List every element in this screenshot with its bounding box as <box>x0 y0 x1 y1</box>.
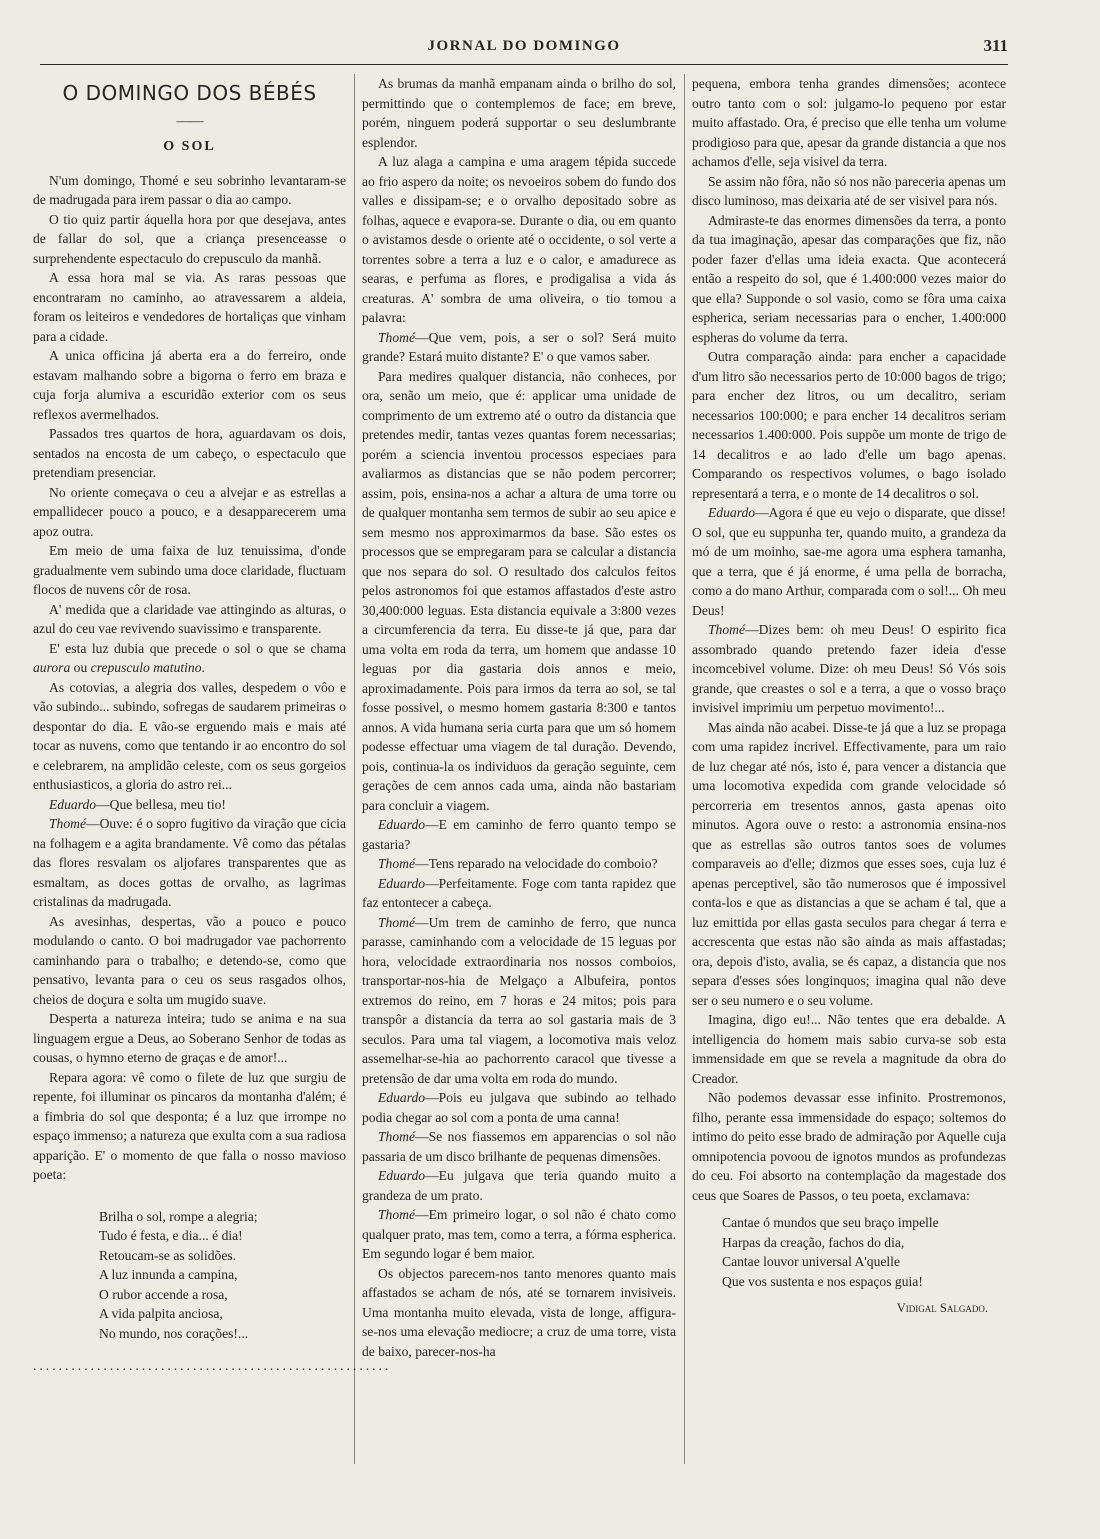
paragraph: Imagina, digo eu!... Não tentes que era debalde. A intelligencia do homem mais sabio curva-se sob esta immensidade em que se revela a magnitude da obra do Creador. <box>692 1012 1006 1086</box>
dialog-line <box>692 503 1006 620</box>
column-1 <box>33 74 392 1375</box>
poem-line: Harpas da creação, fachos do dia, <box>722 1234 905 1250</box>
paragraph: Desperta a natureza inteira; tudo se anima e na sua linguagem ergue a Deus, ao Soberano Senhor de todas as cousas, o hymno eterno de graças e de amor!... <box>33 1011 346 1065</box>
dialog-line <box>362 328 676 367</box>
paragraph: As avesinhas, despertas, vão a pouco e pouco modulando o canto. O boi madrugador vae pachorrento caminhando para o trabalho; e detendo-se, como que pensativo, levanta para o ceu os seus rasgados olhos, cheios de doçura e solta um mugido suave. <box>33 913 346 1007</box>
speaker: Eduardo <box>378 875 426 891</box>
paragraph: Em meio de uma faixa de luz tenuissima, d'onde gradualmente vem subindo uma doce claridade, fluctuam flocos de nuvens côr de rosa. <box>33 543 346 597</box>
paragraph: O tio quiz partir áquella hora por que desejava, antes de fallar do sol, que a criança presenceasse o surprehendente espectaculo do crepusculo da manhã. <box>33 211 346 266</box>
poem-line: Brilha o sol, rompe a alegria; <box>99 1208 258 1224</box>
speaker: Eduardo <box>378 1168 426 1183</box>
dialog-line <box>362 1127 676 1166</box>
column-2 <box>362 74 676 1361</box>
speech: —Que vem, pois, a ser o sol? Será muito grande? Estará muito distante? E' o que vamos saber. <box>362 329 676 364</box>
speaker: Thomé <box>378 914 416 930</box>
speaker: Thomé <box>708 622 746 637</box>
paragraph: As brumas da manhã empanam ainda o brilho do sol, permittindo que o contemplemos de face; em breve, porém, ninguem poderá supportar o seu deslumbrante esplendor. <box>362 76 676 150</box>
title-separator: —— <box>176 113 203 129</box>
paragraph: A unica officina já aberta era a do ferreiro, onde estavam malhando sobre a bigorna o ferro em braza e cuja forja alumiva a escuridão exterior com os seus reflexos avermelhados. <box>33 348 346 422</box>
term-crepusculo: crepusculo matutino <box>90 660 202 675</box>
poem <box>99 1207 346 1344</box>
poem-line: O rubor accende a rosa, <box>99 1286 228 1302</box>
paragraph: Admiraste-te das enormes dimensões da terra, a ponto da tua imaginação, apesar das comparações que fiz, não poder fazer d'ellas uma ideia exacta. Que acontecerá então a respeito do sol, que é 1.400:000 vezes maior do que ella? Supponde o sol vasio, como se fôra uma caixa espherica, seriam necessarias para o encher, 1.400:000 espheras do volume da terra. <box>692 212 1006 345</box>
speech: —Ouve: é o sopro fugitivo da viração que cicia na folhagem e a agita brandamente. Vê como das pétalas das flores resvalam os aljofares transparentes que as esmaltam, as doces gottas de orvalho, as lagrimas cristalinas da madrugada. <box>33 816 346 909</box>
paragraph: A luz alaga a campina e uma aragem tépida succede ao frio aspero da noite; os nevoeiros sobem do fundo dos valles e dissipam-se; e o orvalho depositado sobre as folhas, aquece e evapora-se. Durante o dia, ou em quanto o avistamos desde o oriente até o occidente, o sol verte a torrentes sobre a terra a luz e o calor, e amadurece as searas, e perfuma as flores, e prodigalisa a vida ás creaturas. A' sombra de uma oliveira, o tio tomou a palavra: <box>362 154 676 325</box>
poem-line: A luz innunda a campina, <box>99 1267 238 1283</box>
speaker: Eduardo <box>708 505 756 520</box>
speaker: Thomé <box>378 1129 416 1144</box>
poem-line: Cantae louvor universal A'quelle <box>722 1254 900 1270</box>
paragraph: Repara agora: vê como o filete de luz que surgiu de repente, foi illuminar os pincaros da montanha d'além; é a fimbria do sol que desponta; é a luz que irrompe no espaço immenso; a natureza que exulta com a sua radiosa apparição. E' o momento de que falla o nosso mavioso poeta: <box>33 1069 346 1182</box>
dialog-line <box>362 815 676 854</box>
paragraph: As cotovias, a alegria dos valles, despedem o vôo e vão subindo... subindo, sofregas de saudarem primeiras o despontar do dia. E vão-se erguendo mais e mais até tocar as nuvens, como que tentando ir ao encontro do sol e celebrarem, na amplidão celeste, com os seus gorgeios enthusiasticos, a gloria do astro rei... <box>33 679 346 792</box>
speaker: Thomé <box>378 856 416 871</box>
speaker: Thomé <box>378 329 416 345</box>
term-aurora: aurora <box>33 660 71 675</box>
page-number: 311 <box>983 36 1008 55</box>
poem-line: A vida palpita anciosa, <box>99 1306 223 1322</box>
column-3 <box>692 74 1006 1319</box>
dialog-line <box>33 795 346 815</box>
paragraph: Os objectos parecem-nos tanto menores quanto mais affastados se acham de nós, até se tornarem invisiveis. Uma montanha muito elevada, vista de longe, affigura-se-nos uma elevação mediocre; a cruz de uma torre, vista de baixo, parecer-nos-ha <box>362 1265 676 1359</box>
speech: —Dizes bem: oh meu Deus! O espirito fica assombrado quando pretendo fazer ideia d'esse incomcebivel volume. Dize: oh meu Deus! Só Vós sois grande, que creastes o sol e a terra, a que o vosso braço invisivel imprimiu um perpetuo movimento!... <box>692 622 1006 715</box>
dotted-leader: ........................................................ <box>33 1357 392 1373</box>
header-rule <box>40 64 1008 65</box>
speech: —E em caminho de ferro quanto tempo se gastaria? <box>362 817 676 852</box>
speech: —Um trem de caminho de ferro, que nunca parasse, caminhando com a velocidade de 15 leguas por hora, velocidade extraordinaria nos nossos comboios, transportar-nos-hia de Melgaço a Albufeira, pontos extremos do reino, em 7 horas e 24 mitos; pois para transpôr a distancia da terra ao sol gastaria mais de 3 seculos. Para uma tal viagem, a locomotiva mais veloz assemelhar-se-hia ao pachorrento caracol que tivesse a pretensão de dar uma volta em roda do mundo. <box>362 914 676 1086</box>
paragraph <box>33 639 346 678</box>
poem-line: Tudo é festa, e dia... é dia! <box>99 1228 243 1244</box>
author-signature: Vidigal Salgado. <box>896 1301 988 1316</box>
speaker: Eduardo <box>378 817 426 832</box>
section-title: O DOMINGO DOS BÉBÉS <box>62 81 317 105</box>
paragraph: Se assim não fôra, não só nos não pareceria apenas um disco luminoso, mas deixaria até de ser visivel para nós. <box>692 173 1006 208</box>
poem-line: Que vos sustenta e nos espaços guia! <box>722 1273 923 1289</box>
column-divider <box>354 74 355 1464</box>
speech: —Eu julgava que teria quando muito a grandeza de um prato. <box>362 1168 676 1203</box>
speech: —Que bellesa, meu tio! <box>96 796 226 812</box>
column-divider <box>684 74 685 1464</box>
paragraph: Passados tres quartos de hora, aguardavam os dois, sentados na encosta de um cabeço, o espectaculo que pretendiam presenciar. <box>33 426 346 480</box>
dialog-line <box>362 854 676 874</box>
dialog-line <box>362 1166 676 1205</box>
poem-line: No mundo, nos corações!... <box>99 1326 249 1342</box>
speech: —Se nos fiassemos em apparencias o sol não passaria de um disco brilhante de pequenas dimensões. <box>362 1129 676 1164</box>
dialog-line <box>362 1088 676 1127</box>
speaker: Eduardo <box>378 1090 426 1105</box>
journal-title: JORNAL DO DOMINGO <box>427 38 621 54</box>
speaker: Eduardo <box>49 796 97 812</box>
paragraph: No oriente começava o ceu a alvejar e as estrellas a empallidecer pouco a pouco, e a desapparecerem uma apoz outra. <box>33 484 346 539</box>
poem-line: Retoucam-se as solidões. <box>99 1247 237 1263</box>
dialog-line <box>362 874 676 913</box>
speech: —Agora é que eu vejo o disparate, que disse! O sol, que eu suppunha ter, quando muito, a grandeza da mó de um moinho, sae-me agora uma esphera tamanha, que a terra, que é já enorme, é uma pella de borracha, como a do mano Arthur, comparada com o sol!... Oh meu Deus! <box>692 505 1006 618</box>
text-run: E' esta luz dubia que precede o sol o que se chama <box>49 640 346 656</box>
poem-line: Cantae ó mundos que seu braço impelle <box>722 1215 939 1230</box>
poem <box>722 1213 1006 1291</box>
dialog-line <box>362 1205 676 1264</box>
paragraph: Outra comparação ainda: para encher a capacidade d'um litro são necessarios perto de 10:000 bagos de trigo; para encher dez litros, ou um decalitro, seriam necessarios 100:000; e para encher 14 decalitros seriam necessarios 1.400:000. Pois suppõe um monte de trigo de 14 decalitros e ao lado d'elle um bago apenas. Comparando os respectivos volumes, o bago isolado representará a terra, e o monte de 14 decalitros o sol. <box>692 349 1006 501</box>
text-run: ou <box>70 660 91 675</box>
paragraph: A essa hora mal se via. As raras pessoas que encontraram no caminho, ao atravessarem a aldeia, foram os leiteiros e vendedores de hortaliças que vinham para a cidade. <box>33 270 346 344</box>
article-subtitle: O SOL <box>163 139 216 154</box>
dialog-line <box>692 620 1006 718</box>
paragraph: Não podemos devassar esse infinito. Prostremonos, filho, perante essa immensidade do espaço; soltemos do intimo do peito esse brado de admiração por Aquelle cuja omnipotencia povoou de ignotos mundos as profundezas do ceu. Foi absorto na contemplação da magestade dos ceus que Soares de Passos, o teu poeta, exclamava: <box>692 1090 1006 1203</box>
dialog-line <box>33 814 346 912</box>
speaker: Thomé <box>378 1207 416 1222</box>
speech: —Pois eu julgava que subindo ao telhado podia chegar ao sol com a ponta de uma canna! <box>362 1090 676 1125</box>
speech: —Em primeiro logar, o sol não é chato como qualquer prato, mas tem, como a terra, a fórma espherica. Em segundo logar é bem maior. <box>362 1207 676 1261</box>
speech: —Tens reparado na velocidade do comboio? <box>415 856 658 871</box>
paragraph: N'um domingo, Thomé e seu sobrinho levantaram-se de madrugada para irem passar o dia ao campo. <box>33 172 346 207</box>
speech: —Perfeitamente. Foge com tanta rapidez que faz entontecer a cabeça. <box>362 875 676 910</box>
paragraph: A' medida que a claridade vae attingindo as alturas, o azul do ceu vae revivendo suavissimo e transparente. <box>33 601 346 636</box>
paragraph: Para medires qualquer distancia, não conheces, por ora, senão um meio, que é: applicar uma unidade de comprimento de um extremo até o outro da distancia que pretendes medir, tantas vezes quantas forem necessarias; porém a sciencia inventou processos especiaes para avaliarmos as distancias que se não podem percorrer; assim, pois, ensina-nos a achar a altura de uma torre ou de qualquer montanha sem termos de subir ao seu apice e sem mesmo nos approximarmos da base. São estes os processos que se empregaram para se calcular a distancia que nos separa do sol. O resultado dos calculos feitos pelos astronomos foi que estamos affastados d'este astro 30,400:000 leguas. Esta distancia equivale a 3:800 vezes a circumferencia da terra. Eu disse-te já que, para dar uma volta em roda da terra, um homem que andasse 10 leguas por dia gastaria dois annos e meio, aproximadamente. Pois para irmos da terra ao sol, se tal fosse possivel, o mesmo homem gastaria 8:300 e tantos annos. A vida humana seria curta para que um só homem podesse effectuar uma viagem de tal duração. Devendo, pois, continua-la os individuos da geração seguinte, cem gerações de cem annos cada uma, ainda não bastariam para concluir a viagem. <box>362 368 676 813</box>
paragraph: Mas ainda não acabei. Disse-te já que a luz se propaga com uma rapidez incrivel. Effectivamente, para um raio de luz chegar até nós, isto é, para vencer a distancia que uma locomotiva expedida com grande velocidade só percorreria em tresentos annos, gasta apenas oito minutos. Agora ouve o resto: a astronomia ensina-nos que as estrellas são outros tantos soes de volumes comparaveis ao d'elle; dizmos que esses soes, cuja luz é apenas perceptivel, são tão numerosos que é impossivel conta-los e que as distancias a que se acham é tal, que a luz emittida por ellas gasta seculos para chegar á terra e accrescenta que estas não são ainda as mais affastadas; ora, depois d'isto, avalia, se és capaz, a distancia que nos separa d'esses sóes longinquos; imagina qual não deve ser o seu numero e o seu volume. <box>692 719 1006 1008</box>
speaker: Thomé <box>49 816 87 831</box>
page-header <box>40 34 1008 64</box>
dialog-line <box>362 913 676 1089</box>
paragraph: pequena, embora tenha grandes dimensões; acontece outro tanto com o sol: julgamo-lo pequeno por estar muito affastado. Ora, é preciso que elle tenha um volume prodigioso para que, apesar da grande distancia a que nos achamos d'elle, seja visivel da terra. <box>692 76 1006 169</box>
text-run: . <box>201 660 205 675</box>
